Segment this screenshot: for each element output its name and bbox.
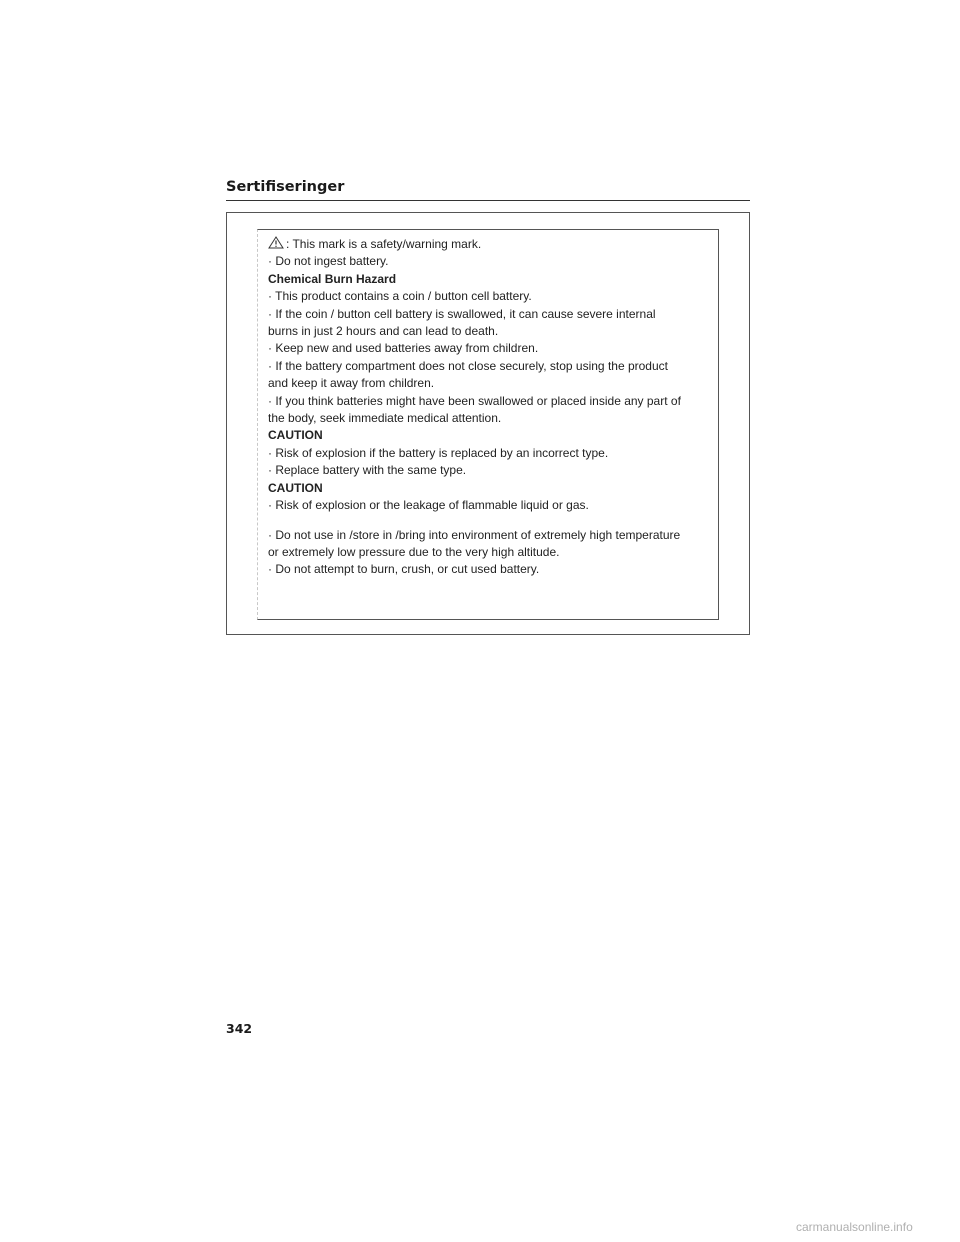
notice-line-text: · Replace battery with the same type. (268, 463, 467, 478)
notice-line-text: the body, seek immediate medical attention. (268, 411, 502, 426)
notice-line-text: burns in just 2 hours and can lead to death. (268, 324, 499, 339)
notice-line (268, 462, 708, 479)
notice-line (268, 340, 708, 357)
notice-line-text: · If the coin / button cell battery is swallowed, it can cause severe internal (268, 306, 656, 321)
notice-line (268, 445, 708, 462)
notice-line (268, 544, 708, 561)
notice-line (268, 288, 708, 305)
page-number: 342 (226, 1021, 253, 1036)
notice-heading (268, 480, 708, 497)
notice-line (268, 497, 708, 514)
notice-line-text: Chemical Burn Hazard (268, 271, 397, 286)
notice-line-text: CAUTION (268, 428, 323, 443)
notice-line (268, 410, 708, 427)
warning-triangle-icon (268, 236, 284, 249)
notice-line (268, 323, 708, 340)
notice-line-text: · Risk of explosion if the battery is replaced by an incorrect type. (268, 445, 609, 460)
notice-line (268, 236, 708, 253)
notice-line-text: CAUTION (268, 480, 323, 495)
notice-line-text: · Do not attempt to burn, crush, or cut used battery. (268, 562, 540, 577)
notice-line (268, 561, 708, 578)
notice-line-text: · This product contains a coin / button cell battery. (268, 289, 532, 304)
notice-line-text: and keep it away from children. (268, 376, 435, 391)
notice-line-text: : This mark is a safety/warning mark. (286, 237, 482, 251)
notice-line (268, 393, 708, 410)
notice-line-text: · If the battery compartment does not close securely, stop using the product (268, 358, 668, 373)
section-header (226, 178, 750, 201)
notice-line (268, 253, 708, 270)
notice-heading (268, 271, 708, 288)
battery-warning-text (268, 236, 708, 579)
notice-line-text: · Keep new and used batteries away from children. (268, 341, 539, 356)
notice-line (268, 358, 708, 375)
line-gap (268, 515, 708, 527)
notice-line (268, 306, 708, 323)
section-title: Sertifiseringer (226, 179, 345, 195)
notice-heading (268, 427, 708, 444)
notice-line-text: or extremely low pressure due to the very high altitude. (268, 544, 560, 559)
watermark: carmanualsonline.info (796, 1220, 913, 1234)
notice-line-text: · Do not use in /store in /bring into environment of extremely high temperature (268, 527, 681, 542)
notice-line (268, 375, 708, 392)
notice-line-text: · Do not ingest battery. (268, 254, 389, 269)
notice-line (268, 527, 708, 544)
notice-line-text: · Risk of explosion or the leakage of flammable liquid or gas. (268, 498, 589, 513)
notice-line-text: · If you think batteries might have been swallowed or placed inside any part of (268, 393, 681, 408)
